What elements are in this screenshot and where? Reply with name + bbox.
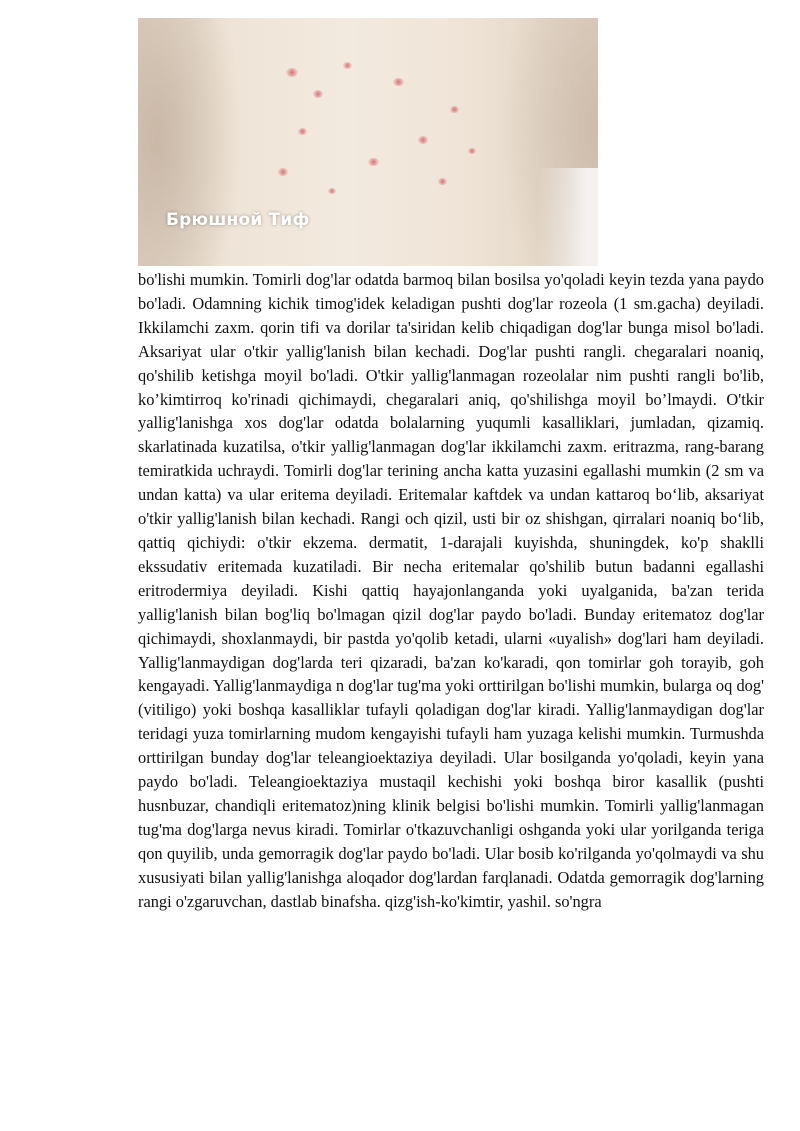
rash-spot — [368, 158, 379, 166]
rash-spot — [313, 90, 323, 98]
rash-spot — [418, 136, 428, 144]
typhoid-rash-photo — [138, 18, 598, 266]
rash-spot — [438, 178, 447, 185]
rash-spot — [343, 62, 352, 69]
photo-caption: Брюшной Тиф — [166, 210, 310, 230]
rash-spot — [450, 106, 459, 113]
rash-spot — [278, 168, 288, 176]
rash-spot — [286, 68, 298, 77]
photo-waist-shading — [538, 168, 598, 266]
rash-spot — [393, 78, 404, 86]
rash-spot — [298, 128, 307, 135]
body-text: bo'lishi mumkin. Tomirli dog'lar odatda barmoq bilan bosilsa yo'qoladi keyin tezda yana paydo bo'ladi. Odamning kichik timog'idek keladigan pushti dog'lar rozeola (1 sm.gacha) deyiladi. Ikkilamchi zaxm. qorin tifi va dorilar ta'siridan kelib chiqadigan dog'lar bunga misol bo'ladi. Aksariyat ular o'tkir yallig'lanish bilan kechadi. Dog'lar pushti rangli. chegaralari noaniq, qo'shilib ketishga moyil bo'ladi. O'tkir yallig'lanmagan rozeolalar nim pushti rangli bo'lib, ko’kimtirroq ko'rinadi qichimaydi, chegaralari aniq, qo'shilishga moyil bo’lmaydi. O'tkir yallig'lanishga xos dog'lar odatda bolalarning yuqumli kasalliklari, jumladan, qizamiq. skarlatinada kuzatilsa, o'tkir yallig'lanmagan dog'lar ikkilamchi zaxm. eritrazma, rang-barang temiratkida uchraydi. Tomirli dog'lar terining ancha katta yuzasini egallashi mumkin (2 sm va undan katta) va ular eritema deyiladi. Eritemalar kaftdek va undan kattaroq bo‘lib, aksariyat o'tkir yallig'lanish bilan kechadi. Rangi och qizil, usti bir oz shishgan, qirralari noaniq bo‘lib, qattiq qichiydi: o'tkir ekzema. dermatit, 1-darajali kuyishda, shuningdek, ko'p shaklli ekssudativ eritemada kuzatiladi. Bir necha eritemalar qo'shilib butun badanni egallashi eritrodermiya deyiladi. Kishi qattiq hayajonlanganda yoki uyalganida, ba'zan terida yallig'lanish bilan bog'liq bo'lmagan qizil dog'lar paydo bo'ladi. Bunday eritematoz dog'lar qichimaydi, shoxlanmaydi, bir pastda yo'qolib ketadi, ularni «uyalish» dog'lari ham deyiladi. Yallig'lanmaydigan dog'larda teri qizaradi, ba'zan ko'karadi, qon tomirlar goh torayib, goh kengayadi. Yallig'lanmaydiga n dog'lar tug'ma yoki orttirilgan bo'lishi mumkin, bularga oq dog' (vitiligo) yoki boshqa kasalliklar tufayli qoladigan dog'lar kiradi. Yallig'lanmaydigan dog'lar teridagi yuza tomirlarning mudom kengayishi tufayli ham yuzaga kelishi mumkin. Turmushda orttirilgan bunday dog'lar teleangioektaziya deyiladi. Ular bosilganda yo'qoladi, keyin yana paydo bo'ladi. Teleangioektaziya mustaqil kechishi yoki boshqa biror kasallik (pushti husnbuzar, chandiqli eritematoz)ning klinik belgisi bo'lishi mumkin. Tomirli yallig'lanmagan tug'ma dog'larga nevus kiradi. Tomirlar o'tkazuvchanligi oshganda yoki ular yorilganda teriga qon quyilib, unda gemorragik dog'lar paydo bo'ladi. Ular bosib ko'rilganda yo'qolmaydi va shu xususiyati bilan yallig'lanishga aloqador dog'lardan farqlanadi. Odatda gemorragik dog'larning rangi o'zgaruvchan, dastlab binafsha. qizg'ish-ko'kimtir, yashil. so'ngra — [138, 270, 764, 911]
rash-spot — [328, 188, 336, 194]
rash-spot — [468, 148, 476, 154]
